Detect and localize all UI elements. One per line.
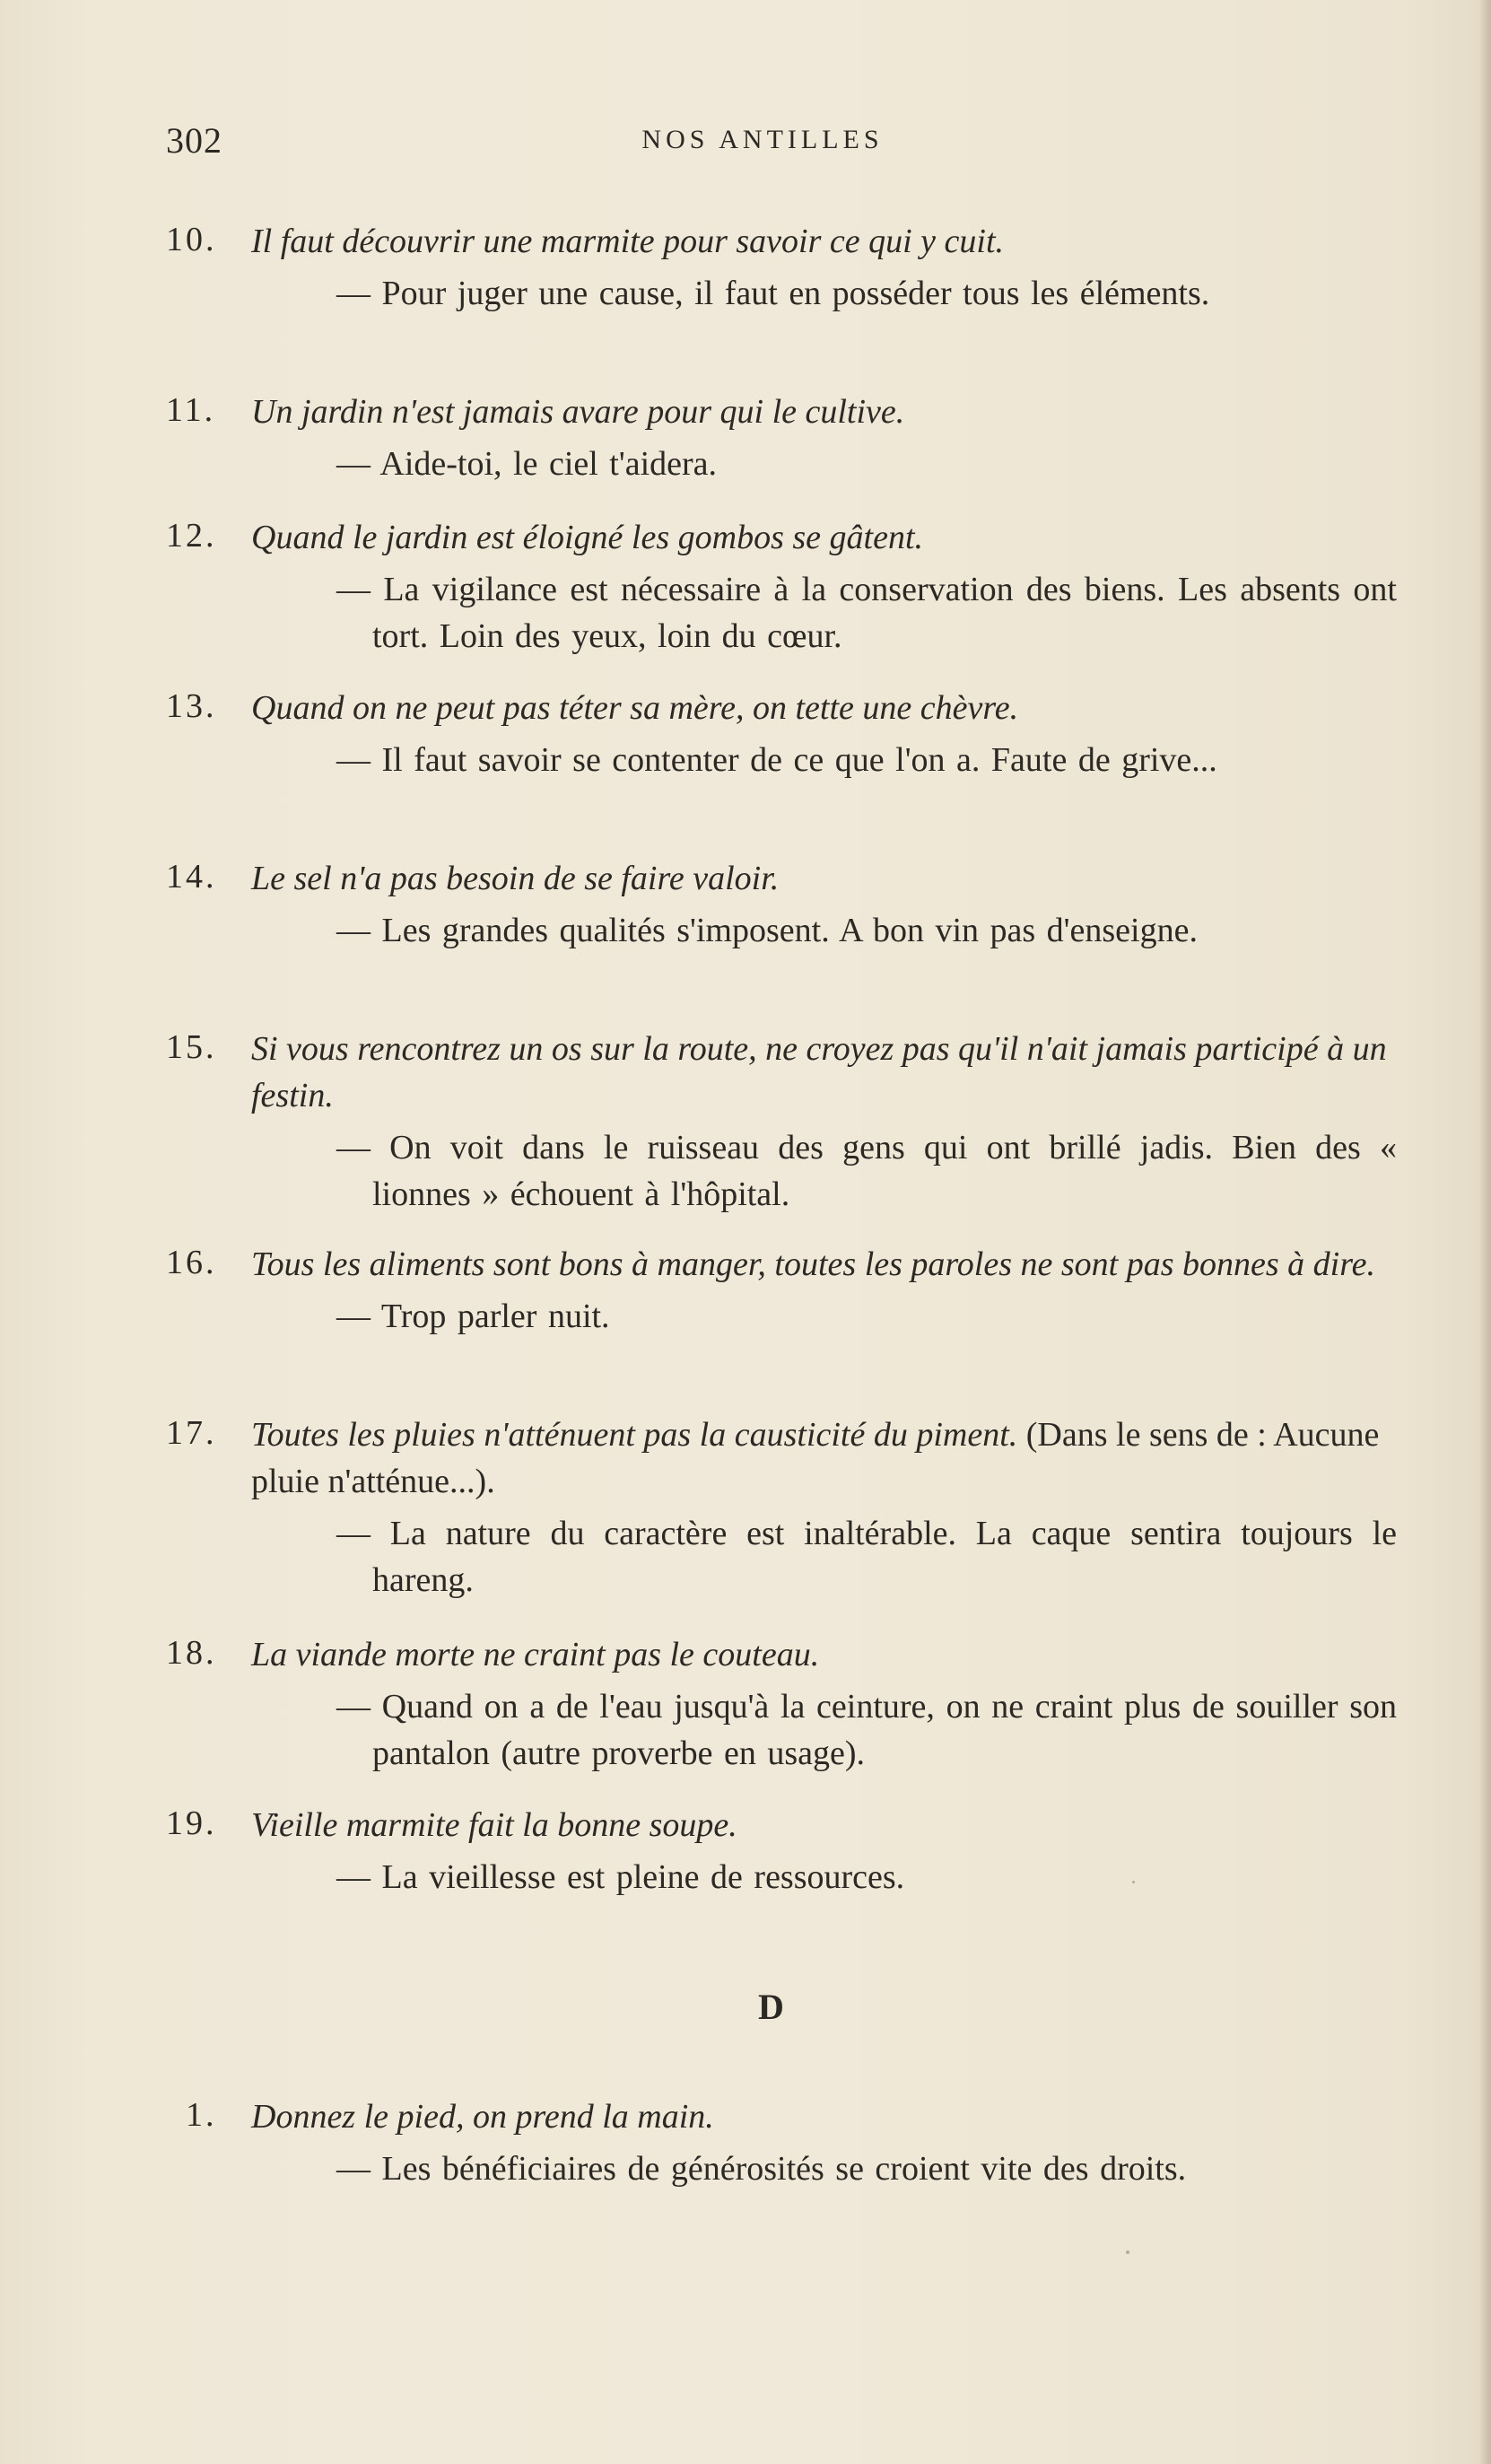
entry-number: 1. <box>186 2096 217 2134</box>
entry-number: 14. <box>166 858 217 896</box>
proverb-meaning: — La nature du caractère est inaltérable. La caque sentira toujours le hareng. <box>336 1515 1397 1599</box>
proverb-entry-17 <box>166 1411 1397 1603</box>
entry-number: 16. <box>166 1244 217 1281</box>
proverb-entry-15 <box>166 1026 1397 1218</box>
page-edge-shadow <box>1478 0 1491 2464</box>
proverb-note: (Dans le sens de : Aucune pluie n'atténue...). <box>251 1416 1380 1500</box>
proverb-meaning: — La vieillesse est pleine de ressources. <box>336 1858 905 1896</box>
entry-number: 15. <box>166 1028 217 1066</box>
entry-number: 11. <box>166 391 216 429</box>
proverb-entry-10 <box>166 218 1397 317</box>
proverb-meaning: — La vigilance est nécessaire à la conservation des biens. Les absents ont tort. Loin des yeux, loin du cœur. <box>336 571 1397 655</box>
proverb-text: La viande morte ne craint pas le couteau. <box>251 1636 820 1673</box>
proverb-text: Le sel n'a pas besoin de se faire valoir. <box>251 860 780 897</box>
proverb-entry-d1 <box>166 2093 1397 2192</box>
proverb-entry-18 <box>166 1631 1397 1777</box>
proverb-entry-14 <box>166 855 1397 954</box>
running-title: NOS ANTILLES <box>641 125 884 154</box>
proverb-text: Vieille marmite fait la bonne soupe. <box>251 1806 737 1844</box>
proverb-meaning: — Pour juger une cause, il faut en posséder tous les éléments. <box>336 275 1210 312</box>
paper-speck <box>1126 2250 1129 2254</box>
proverb-meaning: — Aide-toi, le ciel t'aidera. <box>336 445 718 483</box>
entry-number: 17. <box>166 1414 217 1452</box>
proverb-text: Un jardin n'est jamais avare pour qui le cultive. <box>251 393 905 431</box>
section-heading: D <box>758 1987 784 2027</box>
paper-speck <box>1132 1881 1135 1883</box>
entry-number: 19. <box>166 1804 217 1842</box>
proverb-meaning: — Les bénéficiaires de générosités se croient vite des droits. <box>336 2150 1187 2188</box>
page-number: 302 <box>166 120 222 161</box>
entry-number: 13. <box>166 687 217 725</box>
proverb-italic-part: Toutes les pluies n'atténuent pas la causticité du piment. <box>251 1416 1018 1454</box>
running-head <box>166 119 1397 164</box>
proverb-text: Tous les aliments sont bons à manger, toutes les paroles ne sont pas bonnes à dire. <box>251 1245 1375 1283</box>
proverb-entry-13 <box>166 685 1397 783</box>
entry-number: 18. <box>166 1634 217 1672</box>
proverb-meaning: — Quand on a de l'eau jusqu'à la ceinture, on ne craint plus de souiller son pantalon (autre proverbe en usage). <box>336 1688 1397 1772</box>
proverb-meaning: — Trop parler nuit. <box>336 1298 610 1335</box>
entry-number: 12. <box>166 517 217 555</box>
proverb-text: Il faut découvrir une marmite pour savoir ce qui y cuit. <box>251 223 1005 260</box>
proverb-text: Quand le jardin est éloigné les gombos se gâtent. <box>251 519 923 556</box>
proverb-entry-11 <box>166 389 1397 487</box>
proverb-text: Si vous rencontrez un os sur la route, ne croyez pas qu'il n'ait jamais participé à un festin. <box>251 1030 1387 1114</box>
proverb-text <box>251 1411 1397 1505</box>
entry-number: 10. <box>166 221 217 258</box>
proverb-meaning: — On voit dans le ruisseau des gens qui ont brillé jadis. Bien des « lionnes » échouent à l'hôpital. <box>336 1129 1397 1213</box>
proverb-entry-12 <box>166 514 1397 660</box>
proverb-entry-16 <box>166 1241 1397 1340</box>
proverb-meaning: — Il faut savoir se contenter de ce que l'on a. Faute de grive... <box>336 741 1217 779</box>
proverb-text: Quand on ne peut pas téter sa mère, on tette une chèvre. <box>251 689 1019 727</box>
proverb-meaning: — Les grandes qualités s'imposent. A bon vin pas d'enseigne. <box>336 912 1198 949</box>
proverb-text: Donnez le pied, on prend la main. <box>251 2098 714 2136</box>
proverb-entry-19 <box>166 1802 1397 1900</box>
